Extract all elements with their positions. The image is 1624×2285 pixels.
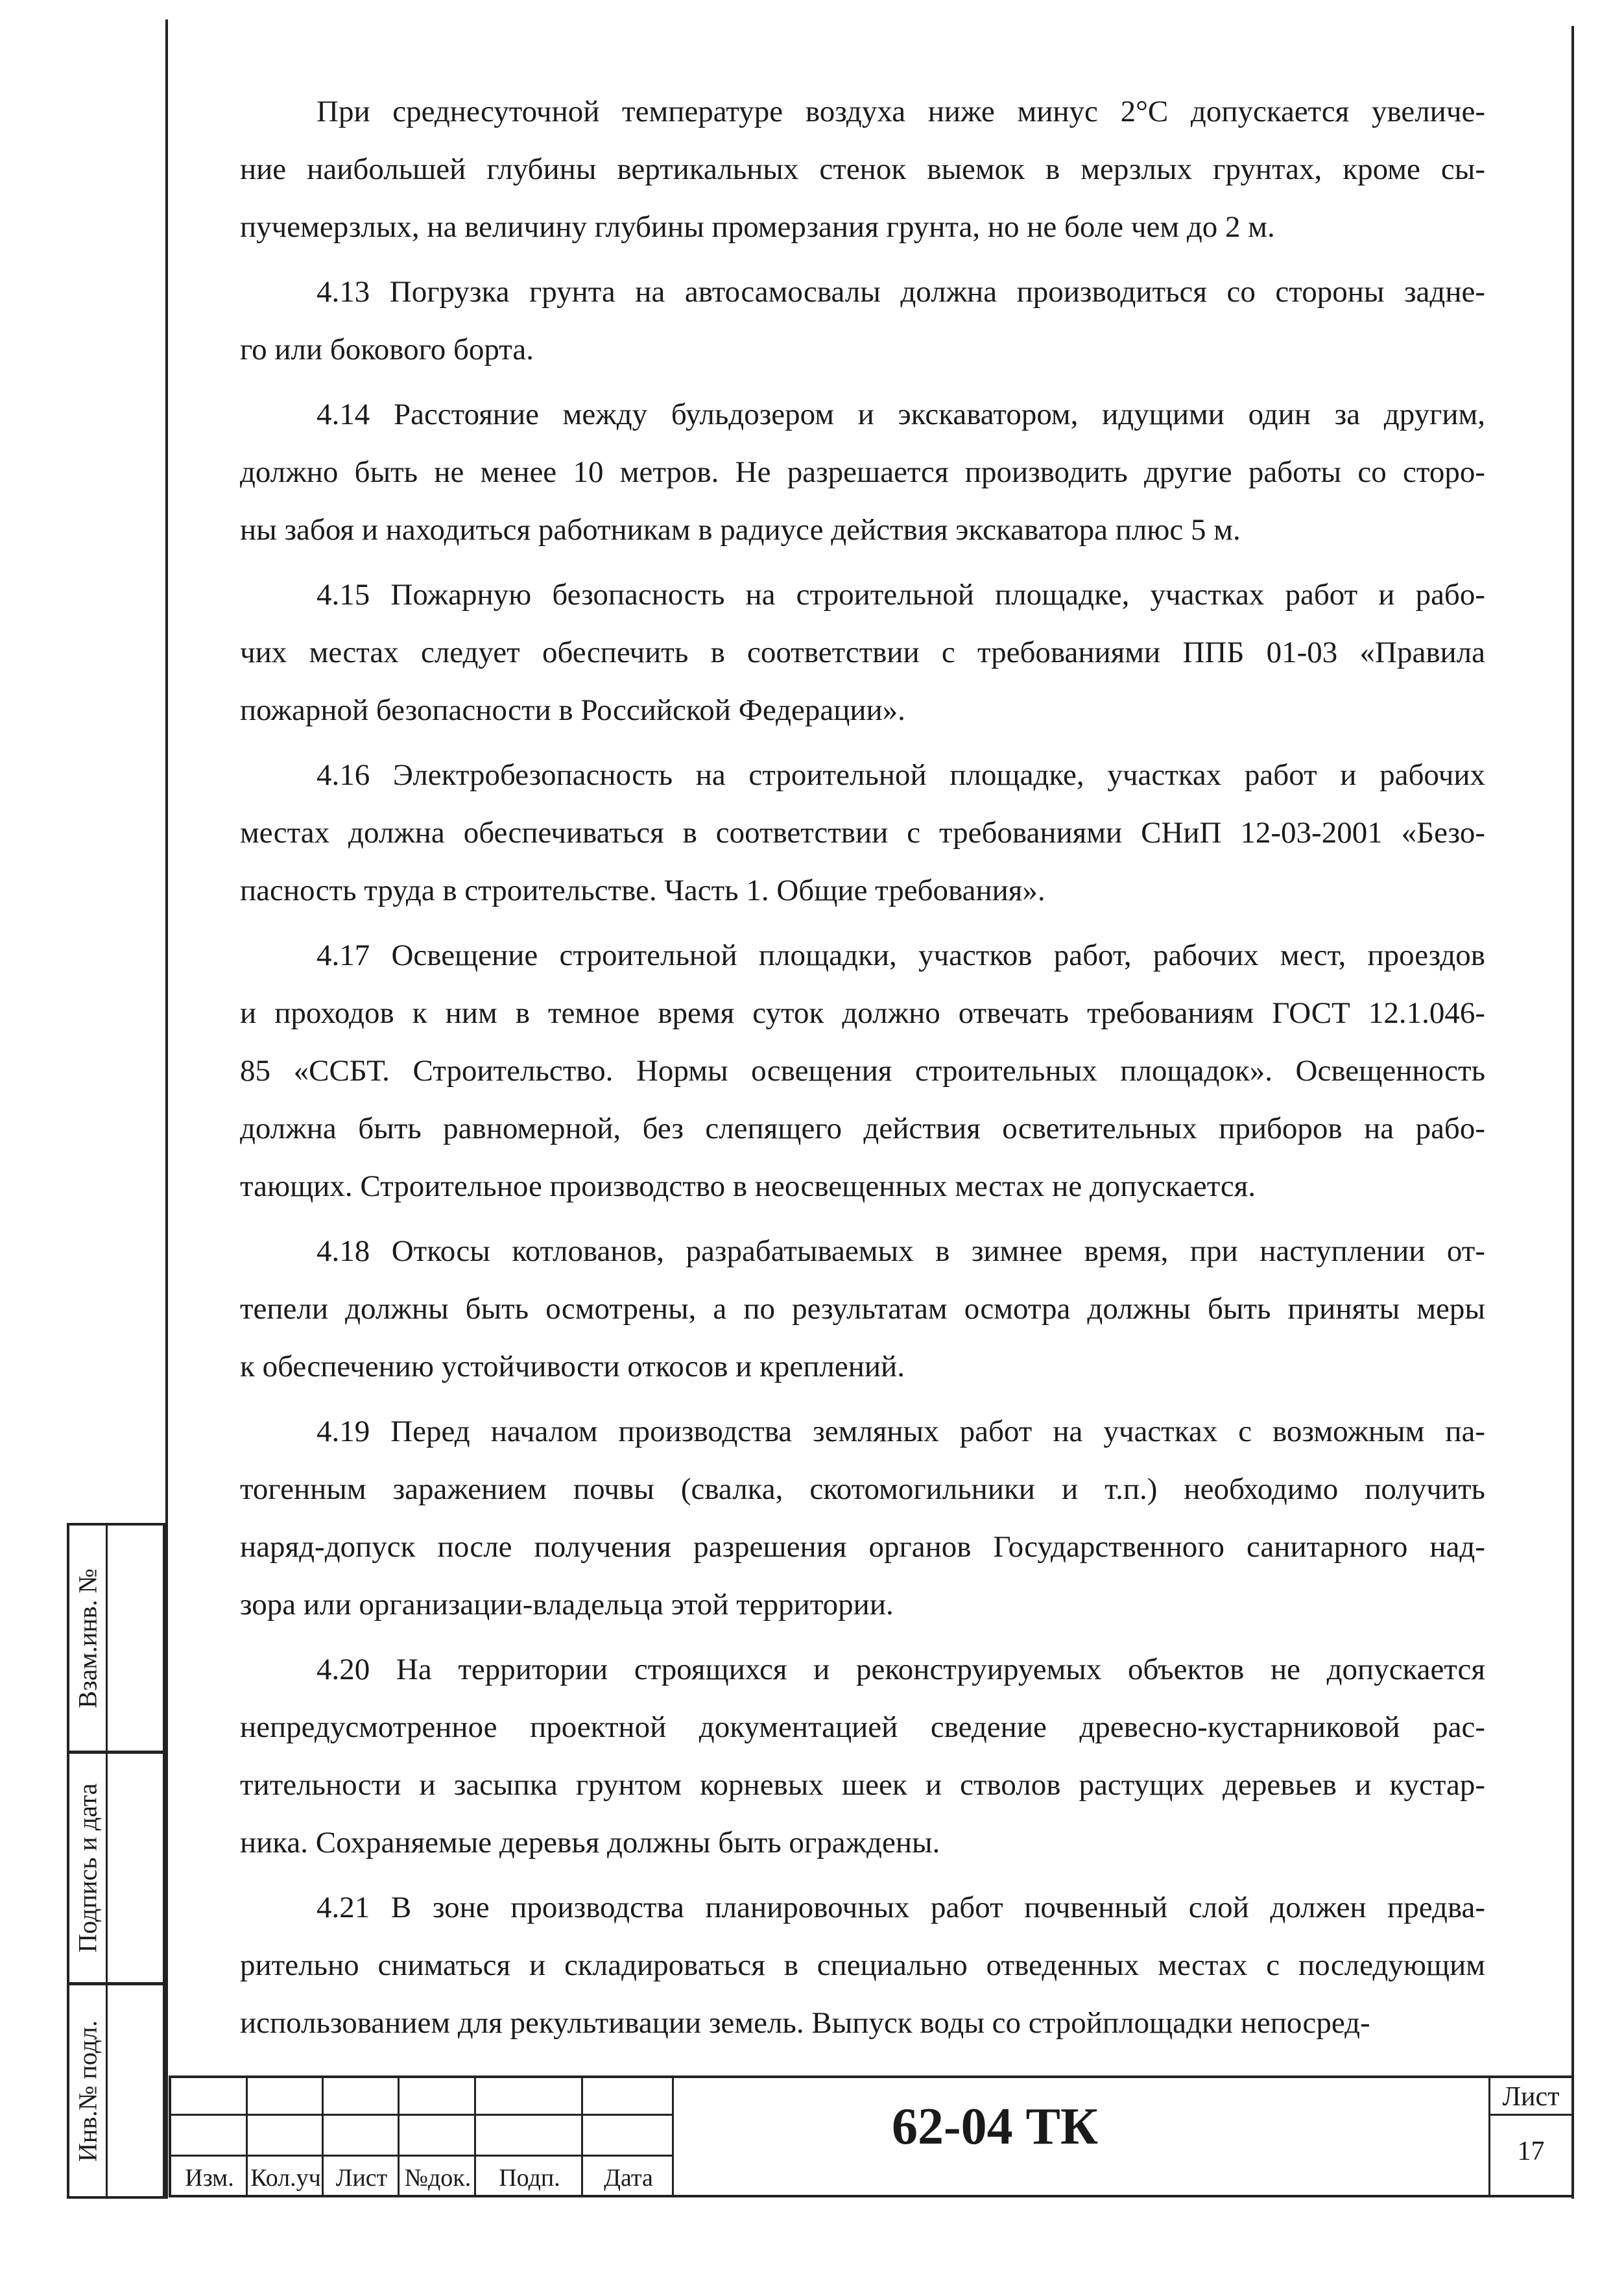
paragraph-intro: [240, 83, 1485, 256]
col-qty: [248, 2078, 324, 2195]
text-line: 4.15 Пожарную безопасность на строительной площадке, участках работ и рабо-: [316, 578, 1485, 612]
col-date-label: Дата: [604, 2164, 653, 2192]
signature-date-box: [67, 1751, 165, 1985]
col-sign-label: Подп.: [499, 2164, 560, 2192]
col-qty-label: Кол.уч: [250, 2164, 321, 2192]
text-line: го или бокового борта.: [240, 333, 534, 366]
col-doc-label: №док.: [404, 2164, 472, 2192]
text-line: к обеспечению устойчивости откосов и креплений.: [240, 1350, 905, 1383]
text-line: чих местах следует обеспечить в соответствии с требованиями ППБ 01-03 «Правила: [240, 636, 1485, 669]
text-line: 85 «ССБТ. Строительство. Нормы освещения строительных площадок». Освещенность: [240, 1054, 1485, 1088]
col-sheet: [324, 2078, 400, 2195]
title-block: [169, 2076, 1574, 2197]
paragraph-4-16: [240, 747, 1485, 920]
text-line: тающих. Строительное производство в неосвещенных местах не допускается.: [240, 1169, 1256, 1203]
text-line: тепели должны быть осмотрены, а по результатам осмотра должны быть приняты меры: [240, 1292, 1485, 1326]
text-line: использованием для рекультивации земель. Выпуск воды со стройплощадки непосред-: [240, 2006, 1370, 2040]
text-line: и проходов к ним в темное время суток должно отвечать требованиям ГОСТ 12.1.046-: [240, 996, 1485, 1030]
text-line: 4.18 Откосы котлованов, разрабатываемых в зимнее время, при наступлении от-: [316, 1234, 1485, 1268]
text-line: 4.20 На территории строящихся и реконструируемых объектов не допускается: [316, 1653, 1485, 1686]
paragraph-4-13: [240, 263, 1485, 379]
col-doc: [400, 2078, 476, 2195]
col-change: [171, 2078, 248, 2195]
paragraph-4-21: [240, 1879, 1485, 2052]
paragraph-4-19: [240, 1403, 1485, 1634]
text-line: тогенным заражением почвы (свалка, скотомогильники и т.п.) необходимо получить: [240, 1472, 1485, 1506]
text-line: ника. Сохраняемые деревья должны быть ограждены.: [240, 1826, 940, 1860]
text-line: рительно сниматься и складироваться в специально отведенных местах с последующим: [240, 1948, 1485, 1982]
text-line: ние наибольшей глубины вертикальных стенок выемок в мерзлых грунтах, кроме сы-: [240, 152, 1485, 186]
sheet-number: 17: [1488, 2116, 1571, 2195]
text-line: 4.19 Перед началом производства земляных работ на участках с возможным па-: [316, 1415, 1485, 1448]
col-date: [583, 2078, 674, 2195]
signature-date-label: Подпись и дата: [73, 1783, 102, 1953]
text-line: 4.16 Электробезопасность на строительной площадке, участках работ и рабочих: [316, 758, 1485, 792]
text-line: должна быть равномерной, без слепящего действия осветительных приборов на рабо-: [240, 1112, 1485, 1145]
text-line: пасность труда в строительстве. Часть 1. Общие требования».: [240, 874, 1045, 907]
paragraph-4-15: [240, 566, 1485, 739]
paragraph-4-18: [240, 1223, 1485, 1396]
text-line: зора или организации-владельца этой территории.: [240, 1588, 894, 1621]
text-line: ны забоя и находиться работникам в радиусе действия экскаватора плюс 5 м.: [240, 513, 1241, 547]
text-line: непредусмотренное проектной документацией сведение древесно-кустарниковой рас-: [240, 1710, 1485, 1744]
text-line: пучемерзлых, на величину глубины промерзания грунта, но не боле чем до 2 м.: [240, 210, 1275, 244]
sheet-label: Лист: [1488, 2078, 1571, 2116]
right-frame-line: [1571, 26, 1574, 2199]
col-sheet-label: Лист: [335, 2164, 388, 2192]
original-inventory-label: Инв.№ подл.: [73, 2020, 102, 2162]
paragraph-4-20: [240, 1641, 1485, 1872]
text-line: местах должна обеспечиваться в соответствии с требованиями СНиП 12-03-2001 «Безо-: [240, 816, 1485, 850]
text-line: При среднесуточной температуре воздуха ниже минус 2°С допускается увеличе-: [316, 95, 1485, 128]
col-change-label: Изм.: [185, 2164, 234, 2192]
replacement-inventory-box: [67, 1523, 165, 1753]
text-line: тительности и засыпка грунтом корневых шеек и стволов растущих деревьев и кустар-: [240, 1768, 1485, 1802]
replacement-inventory-label: Взам.инв. №: [73, 1568, 102, 1708]
text-line: 4.21 В зоне производства планировочных работ почвенный слой должен предва-: [316, 1891, 1485, 1924]
text-line: должно быть не менее 10 метров. Не разрешается производить другие работы со сторо-: [240, 455, 1485, 489]
original-inventory-box: [67, 1983, 165, 2199]
col-sign: [476, 2078, 583, 2195]
paragraph-4-17: [240, 927, 1485, 1215]
document-code: 62-04 ТК: [891, 2098, 1098, 2155]
text-line: 4.17 Освещение строительной площадки, участков работ, рабочих мест, проездов: [316, 939, 1485, 972]
text-line: 4.13 Погрузка грунта на автосамосвалы должна производиться со стороны задне-: [316, 275, 1485, 309]
text-line: 4.14 Расстояние между бульдозером и экскаватором, идущими один за другим,: [316, 398, 1485, 431]
paragraph-4-14: [240, 386, 1485, 559]
text-line: пожарной безопасности в Российской Федерации».: [240, 693, 905, 727]
left-frame-line: [165, 19, 168, 2199]
text-line: наряд-допуск после получения разрешения органов Государственного санитарного над-: [240, 1530, 1485, 1564]
